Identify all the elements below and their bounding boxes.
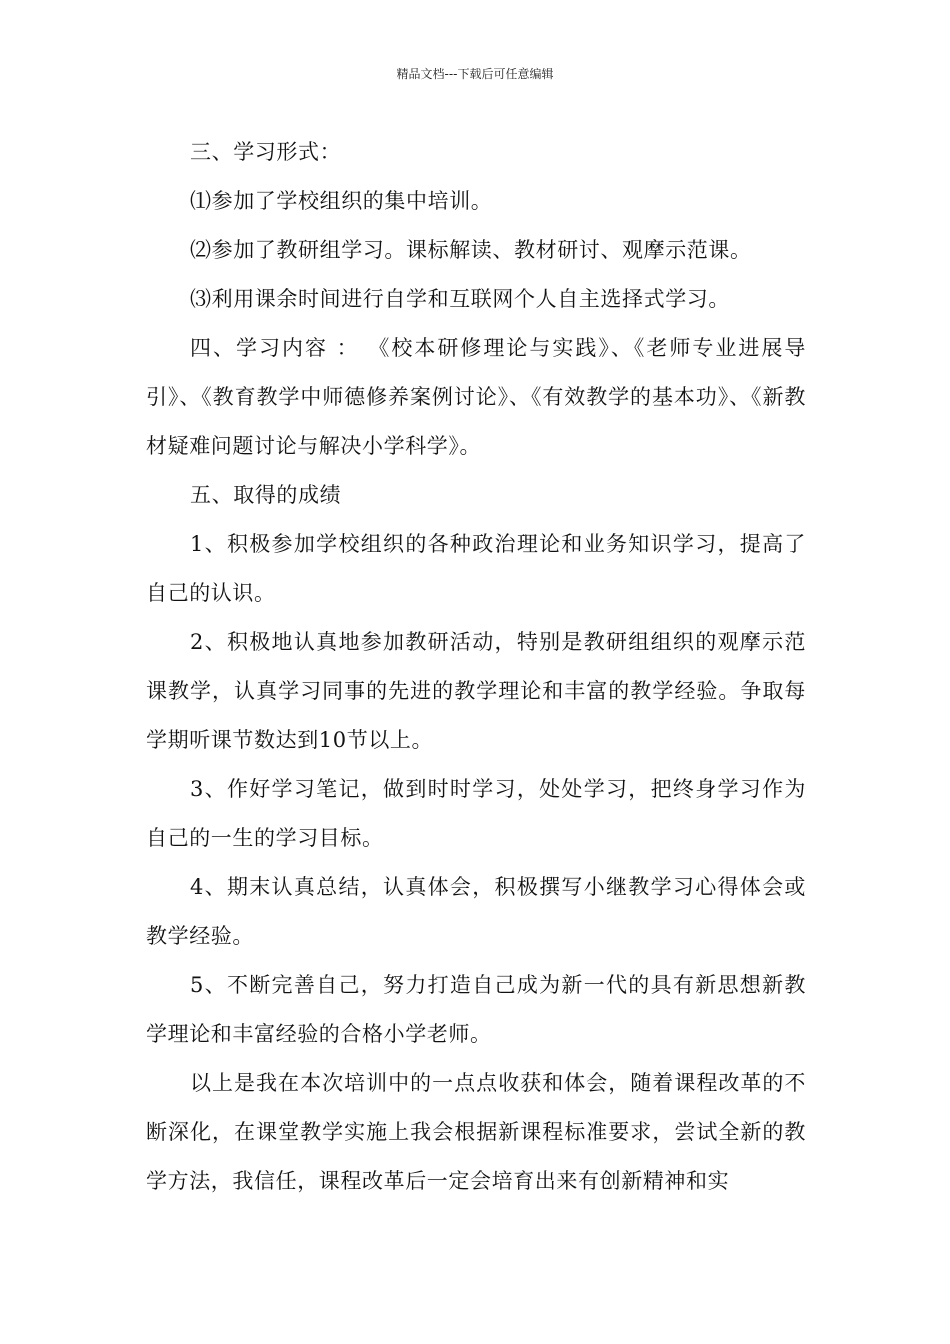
paragraph-item-2: ⑵参加了教研组学习。课标解读、教材研讨、观摩示范课。 (190, 238, 752, 262)
paragraph-achievement-4: 4、期末认真总结，认真体会，积极撰写小继教学习心得体会或教学经验。 (146, 875, 806, 948)
paragraph-achievement-2: 2、积极地认真地参加教研活动，特别是教研组组织的观摩示范课教学，认真学习同事的先进的教学理论和丰富的教学经验。争取每学期听课节数达到10节以上。 (146, 630, 806, 752)
paragraph-achievement-1: 1、积极参加学校组织的各种政治理论和业务知识学习，提高了自己的认识。 (146, 532, 806, 605)
paragraph-achievement-3: 3、作好学习笔记，做到时时学习，处处学习，把终身学习作为自己的一生的学习目标。 (146, 777, 806, 850)
paragraph-item-1: ⑴参加了学校组织的集中培训。 (190, 189, 493, 213)
paragraph-achievement-5: 5、不断完善自己，努力打造自己成为新一代的具有新思想新教学理论和丰富经验的合格小学老师。 (146, 973, 806, 1046)
document-body (146, 128, 806, 1206)
page-header: 精品文档---下载后可任意编辑 (396, 67, 554, 81)
paragraph-conclusion: 以上是我在本次培训中的一点点收获和体会，随着课程改革的不断深化，在课堂教学实施上我会根据新课程标准要求，尝试全新的教学方法，我信任，课程改革后一定会培育出来有创新精神和实 (146, 1071, 806, 1193)
paragraph-item-3: ⑶利用课余时间进行自学和互联网个人自主选择式学习。 (190, 287, 730, 311)
paragraph-section-4: 四、学习内容 ： 《校本研修理论与实践》、《老师专业进展导引》、《教育教学中师德修养案例讨论》、《有效教学的基本功》、《新教材疑难问题讨论与解决小学科学》。 (146, 336, 806, 458)
paragraph-section-5-title: 五、取得的成绩 (190, 483, 342, 507)
paragraph-section-3-title: 三、学习形式： (190, 140, 342, 164)
